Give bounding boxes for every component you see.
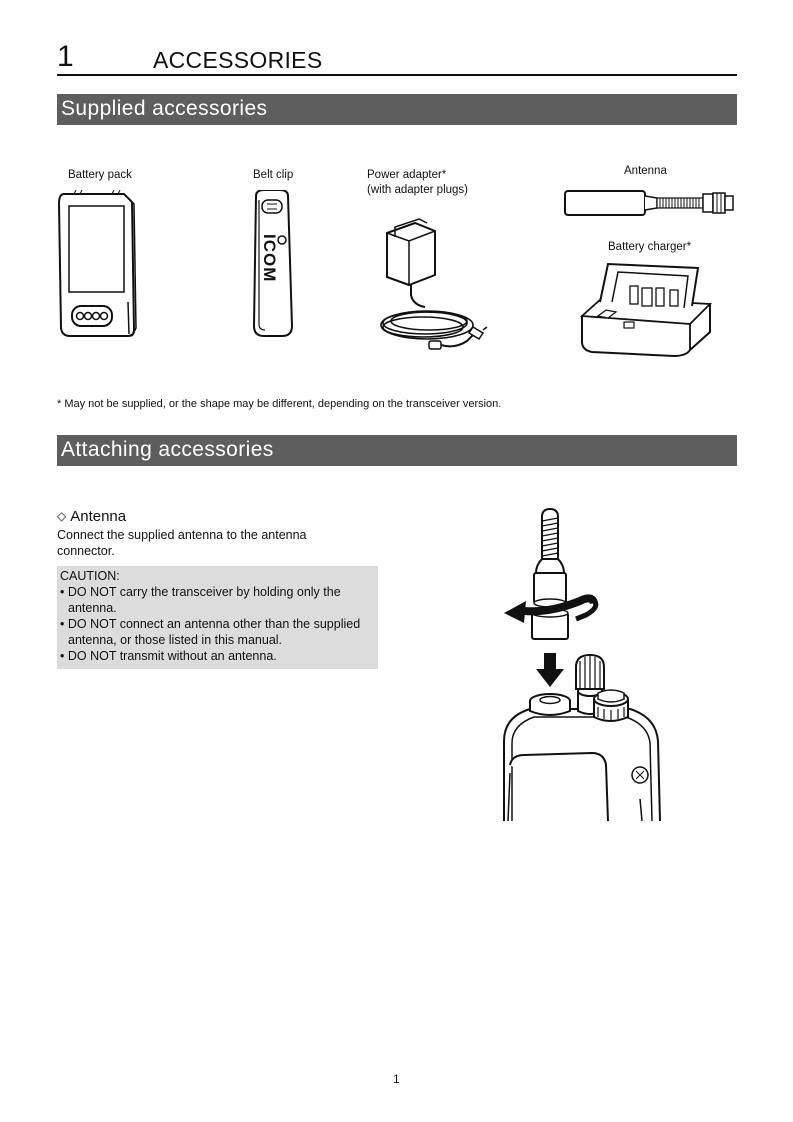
battery-pack-illustration [56,190,140,342]
antenna-heading-text: Antenna [70,508,127,525]
section-title: Supplied accessories [61,97,268,120]
diamond-bullet-icon: ◇ [57,509,67,523]
caution-item: • DO NOT transmit without an antenna. [60,649,277,663]
power-adapter-label: Power adapter* [367,169,447,181]
antenna-label: Antenna [624,165,667,177]
battery-charger-label: Battery charger* [608,241,692,253]
page-number: 1 [393,1072,400,1086]
caution-list [60,584,376,664]
section-header-attaching [57,435,737,466]
chapter-title: ACCESSORIES [153,47,323,73]
chapter-number: 1 [57,40,74,73]
chapter-rule [57,74,737,76]
caution-item: • DO NOT carry the transceiver by holding only the antenna. [60,585,341,615]
section-title: Attaching accessories [61,438,274,461]
caution-box [57,566,378,669]
belt-clip-illustration [248,190,296,340]
caution-title: CAUTION: [60,569,120,583]
section-header-supplied [57,94,737,125]
belt-clip-label: Belt clip [253,169,294,181]
icom-logo: ICOM [260,234,279,283]
battery-pack-label: Battery pack [68,169,132,181]
antenna-illustration [563,185,739,221]
supplied-footnote: * May not be supplied, or the shape may be different, depending on the transceiver version. [57,398,502,410]
power-adapter-sublabel: (with adapter plugs) [367,184,468,196]
antenna-attach-illustration [490,503,670,821]
antenna-subheading [57,508,126,526]
power-adapter-illustration [375,215,495,360]
antenna-instructions: Connect the supplied antenna to the antenna connector. [57,528,307,558]
battery-charger-illustration [578,258,714,358]
caution-item: • DO NOT connect an antenna other than the supplied antenna, or those listed in this manual. [60,617,361,647]
